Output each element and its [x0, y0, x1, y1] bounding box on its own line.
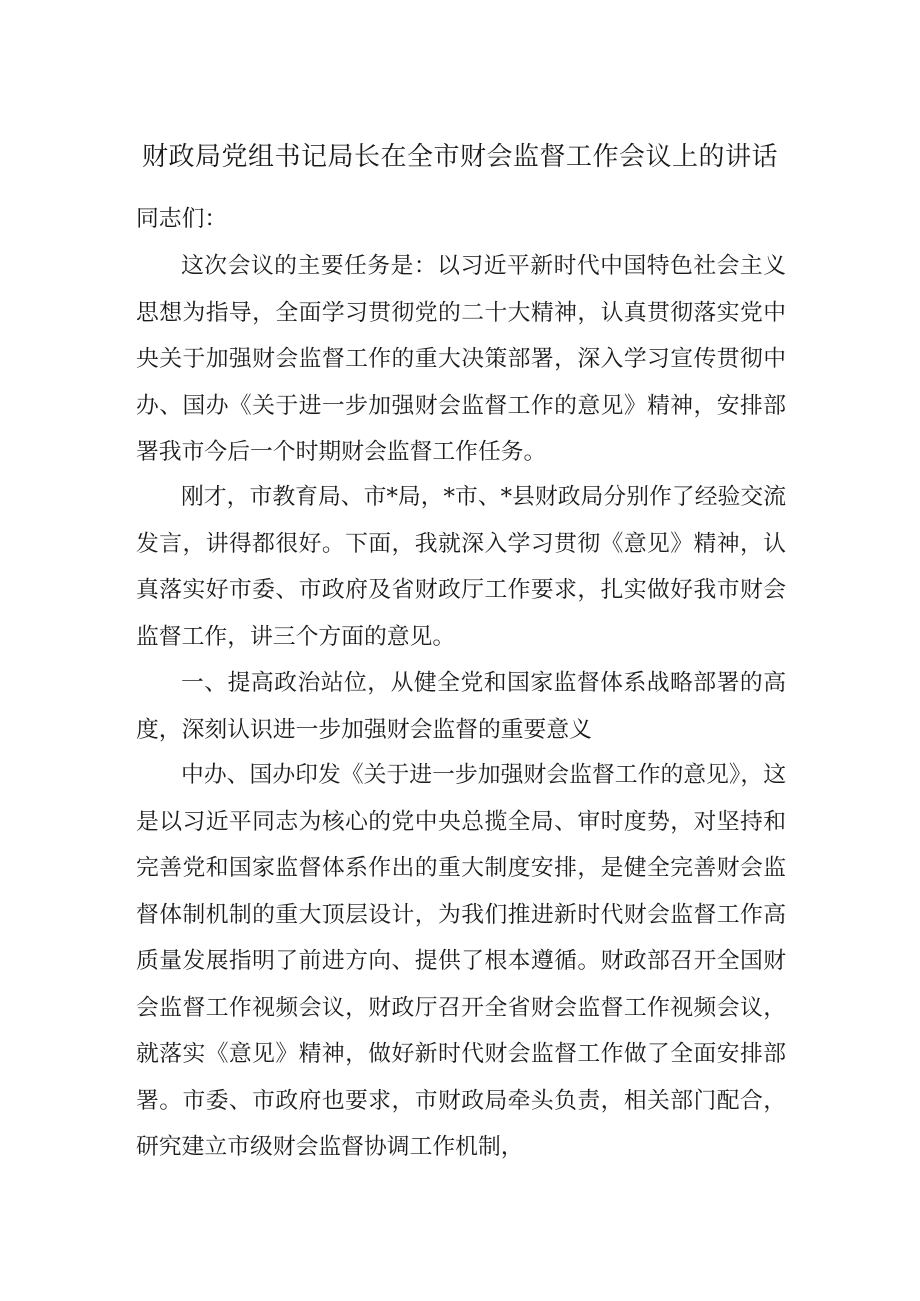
paragraph-meeting-tasks: 这次会议的主要任务是：以习近平新时代中国特色社会主义思想为指导，全面学习贯彻党的二十大精神，认真贯彻落实党中央关于加强财会监督工作的重大决策部署，深入学习宣传贯彻中办、国办《关于进一步加强财会监督工作的意见》精神，安排部署我市今后一个时期财会监督工作任务。 [136, 253, 786, 465]
document-title: 财政局党组书记局长在全市财会监督工作会议上的讲话 [141, 142, 778, 172]
salutation: 同志们： [136, 206, 228, 232]
paragraph-exchange-remarks: 刚才，市教育局、市*局，*市、*县财政局分别作了经验交流发言，讲得都很好。下面，我就深入学习贯彻《意见》精神，认真落实好市委、市政府及省财政厅工作要求，扎实做好我市财会监督工作，讲三个方面的意见。 [136, 484, 786, 650]
paragraph-opinion-significance: 中办、国办印发《关于进一步加强财会监督工作的意见》，这是以习近平同志为核心的党中央总揽全局、审时度势，对坚持和完善党和国家监督体系作出的重大制度安排，是健全完善财会监督体制机制的重大顶层设计，为我们推进新时代财会监督工作高质量发展指明了前进方向、提供了根本遵循。财政部召开全国财会监督工作视频会议，财政厅召开全省财会监督工作视频会议，就落实《意见》精神，做好新时代财会监督工作做了全面安排部署。市委、市政府也要求，市财政局牵头负责，相关部门配合，研究建立市级财会监督协调工作机制， [136, 762, 786, 1160]
section-heading-one: 一、提高政治站位，从健全党和国家监督体系战略部署的高度，深刻认识进一步加强财会监督的重要意义 [136, 670, 786, 743]
